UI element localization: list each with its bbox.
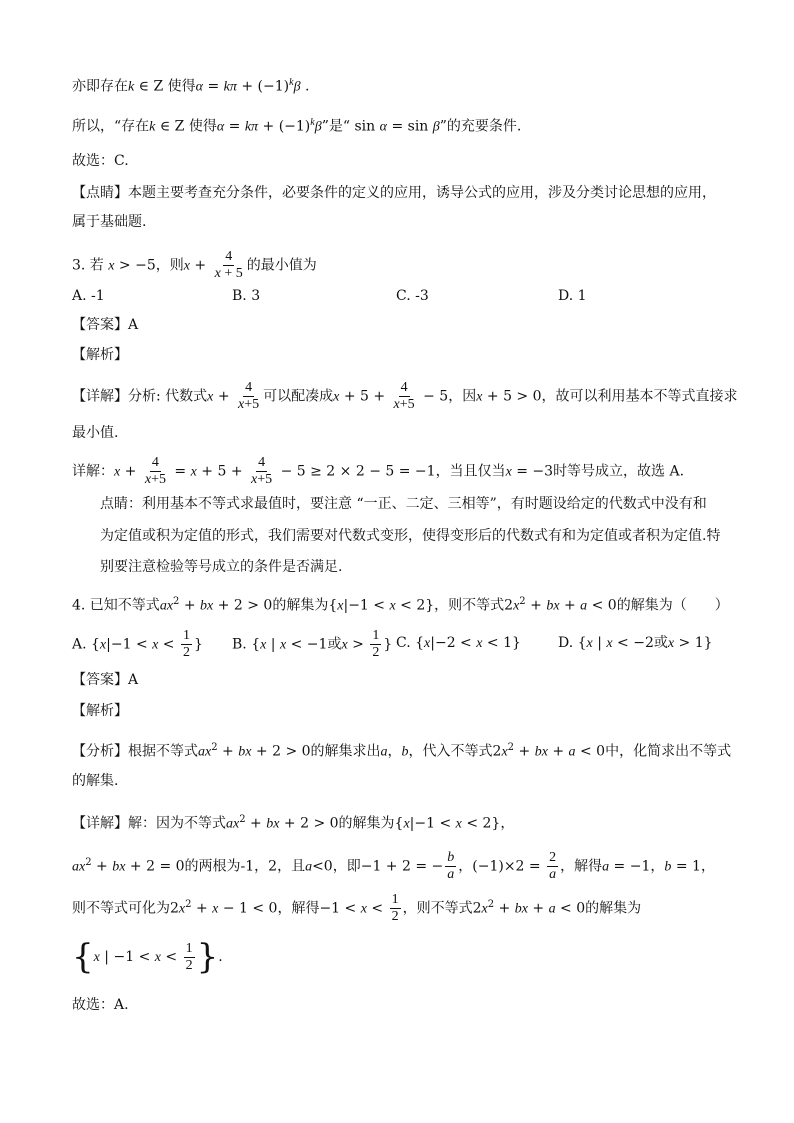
- detail-3: 【详解】分析: 代数式x + $\frac{4}{x+5}$ 可以配凑成x + 5 + $\frac{4}{x+5}$ − 5，因x + 5 > 0，故可以利用基本不等式直接求: [72, 380, 738, 412]
- tip-line-1: 点睛：利用基本不等式求最值时，要注意 “一正、二定、三相等”，有时题设给定的代数式中没有和: [100, 496, 707, 512]
- answer-4: 【答案】A: [72, 672, 139, 688]
- line-1: 亦即存在k ∈ Z 使得$\alpha = k\pi + (-1)^k\beta$ .: [72, 77, 310, 95]
- q4-option-d: D. {x | x < −2或x > 1}: [558, 635, 713, 651]
- question-3: 3. 若 x > −5，则x + $\frac{4}{x + 5}$ 的最小值为: [72, 249, 317, 281]
- q4-option-c: C. {x|−2 < x < 1}: [396, 635, 521, 651]
- question-4: 4. 已知不等式$ax^2$ + bx + 2 > 0的解集为{x|−1 < x < 2}，则不等式$2x^2$ + bx + a < 0的解集为（ ）: [72, 596, 729, 614]
- comment-line-2: 属于基础题.: [72, 214, 147, 230]
- q3-option-c: C. -3: [396, 288, 429, 304]
- analysis-4-text: 【分析】根据不等式$ax^2$ + bx + 2 > 0的解集求出a，b，代入不等式$2x^2$ + bx + a < 0中，化简求出不等式: [72, 742, 732, 760]
- comment-line-1: 【点睛】本题主要考查充分条件，必要条件的定义的应用，诱导公式的应用，涉及分类讨论思想的应用，: [72, 185, 716, 201]
- line-2: 所以，“存在k ∈ Z 使得$\alpha = k\pi + (-1)^k\beta$”是“ sin α = sin β”的充要条件.: [72, 117, 522, 135]
- tip-line-2: 为定值或积为定值的形式，我们需要对代数式变形，使得变形后的代数式有和为定值或者积为定值.特: [100, 528, 721, 544]
- detail-4-simplify: 则不等式可化为$2x^2 + x - 1 < 0$，解得−1 < x < $\frac{1}{2}$ ，则不等式$2x^2$ + bx + a < 0的解集为: [72, 892, 642, 924]
- detail-4: 【详解】解：因为不等式$ax^2$ + bx + 2 > 0的解集为{x|−1 < x < 2}，: [72, 814, 515, 832]
- tip-line-3: 别要注意检验等号成立的条件是否满足.: [100, 559, 343, 575]
- detail-3-cont: 最小值.: [72, 425, 119, 441]
- detail-4-roots: $ax^2$ + bx + 2 = 0的两根为-1，2，且a<0，即−1 + 2 = − $\frac{b}{a}$ ，(−1)×2 = $\frac{2}{a}$ ，解得a = −1，b = 1，: [72, 850, 715, 882]
- analysis-4: 【解析】: [72, 703, 128, 719]
- q3-option-a: A. -1: [72, 288, 105, 304]
- detail-4-result: {x | −1 < x < $\frac{1}{2}$ }.: [72, 937, 223, 977]
- analysis-4-text-2: 的解集.: [72, 773, 119, 789]
- q3-option-d: D. 1: [558, 288, 587, 304]
- q3-option-b: B. 3: [232, 288, 261, 304]
- line-3: 故选：C.: [72, 153, 129, 169]
- final-choice: 故选：A.: [72, 997, 129, 1013]
- answer-3: 【答案】A: [72, 317, 139, 333]
- analysis-3: 【解析】: [72, 347, 128, 363]
- detail-3-solution: 详解：x + $\frac{4}{x+5}$ = x + 5 + $\frac{4}{x+5}$ − 5 ≥ 2 × 2 − 5 = −1，当且仅当x = −3时等号成立，故选 A.: [72, 455, 685, 487]
- q4-option-b: B. {x | x < −1或x > $\frac{1}{2}$ }: [232, 628, 393, 660]
- q4-option-a: A. {x|−1 < x < $\frac{1}{2}$ }: [72, 628, 203, 660]
